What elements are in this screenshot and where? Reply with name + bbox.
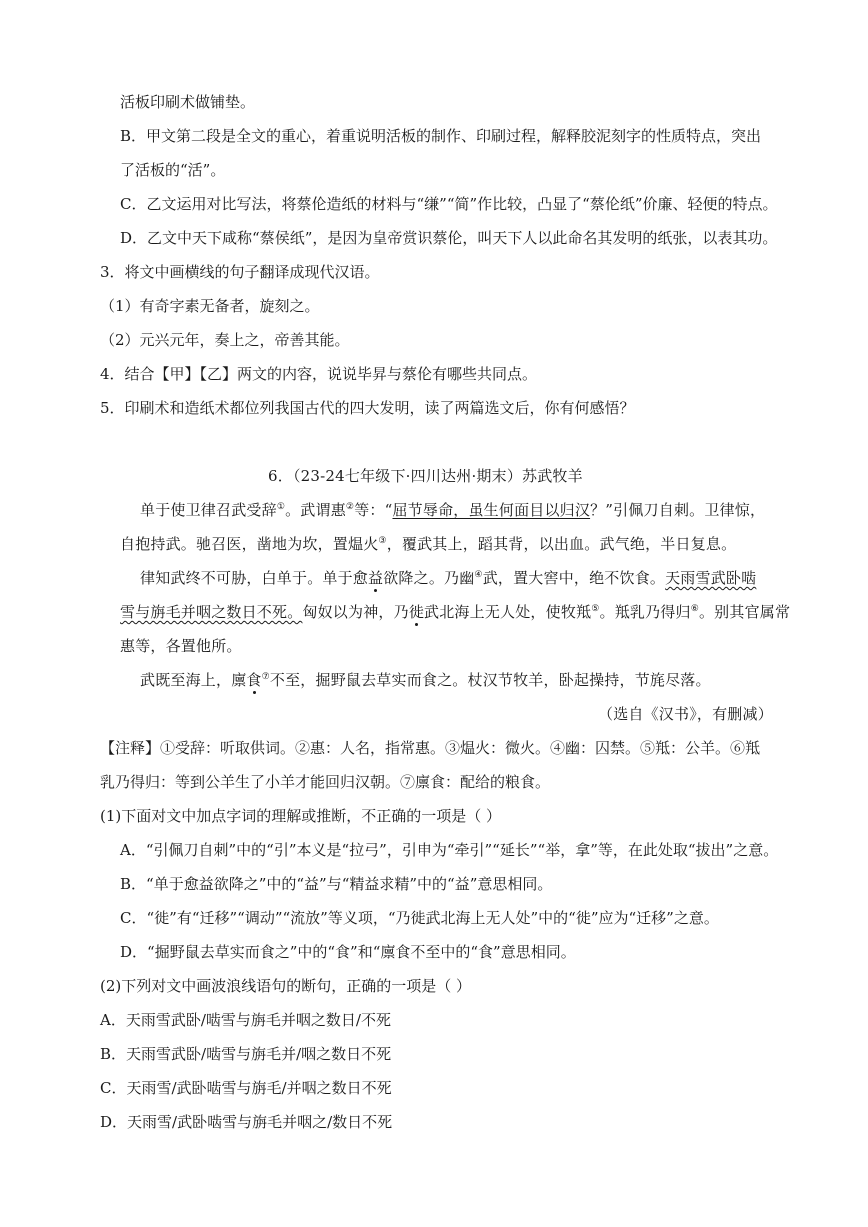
dotted-word-yi: 益 bbox=[368, 569, 384, 587]
q3-sentence-1: （1）有奇字素无备者，旋刻之。 bbox=[100, 297, 320, 315]
sub1-option-c: C．“徙”有“迁移”“调动”“流放”等义项，“乃徙武北海上无人处”中的“徙”应为“迁移”之意。 bbox=[120, 909, 719, 927]
sub2-option-b: B．天雨雪武卧/啮雪与旃毛并/咽之数日不死 bbox=[100, 1045, 392, 1063]
q4-stem: 4．结合【甲】【乙】两文的内容，说说毕昇与蔡伦有哪些共同点。 bbox=[100, 365, 538, 383]
passage-source: （选自《汉书》，有删减） bbox=[598, 705, 773, 723]
passage-text: 。羝乳乃得归 bbox=[599, 603, 691, 621]
passage-p2-line2 bbox=[120, 602, 790, 622]
passage-text: ，覆武其上，蹈其背，以出血。武气绝，半日复息。 bbox=[386, 535, 737, 553]
sub1-stem: (1)下面对文中加点字词的理解或推断，不正确的一项是（ ） bbox=[100, 807, 502, 825]
note-marker-7: ⑦ bbox=[261, 672, 270, 682]
passage-text: 武北海上无人处，使牧羝 bbox=[424, 603, 592, 621]
sub1-option-d: D．“掘野鼠去草实而食之”中的“食”和“廪食不至中的“食”意思相同。 bbox=[120, 943, 576, 961]
passage-text: 。武谓惠 bbox=[285, 501, 346, 519]
notes-line2: 乳乃得归：等到公羊生了小羊才能回归汉朝。⑦廪食：配给的粮食。 bbox=[100, 773, 551, 791]
underlined-sentence: 屈节辱命，虽生何面目以归汉 bbox=[392, 501, 591, 519]
passage-text: 欲降之。乃幽 bbox=[383, 569, 475, 587]
passage-p1-line1 bbox=[140, 500, 765, 520]
dotted-word-xi: 徙 bbox=[408, 603, 425, 621]
passage-text: 不至，掘野鼠去草实而食之。杖汉节牧羊，卧起操持，节旄尽落。 bbox=[269, 671, 711, 689]
passage-text: 匈奴以为神，乃 bbox=[302, 603, 409, 621]
passage-p1-line2 bbox=[120, 534, 736, 554]
wavy-underlined-sentence: 天雨雪武卧啮 bbox=[665, 569, 757, 587]
passage-p3-line1 bbox=[140, 670, 711, 690]
notes-line1: 【注释】①受辞：听取供词。②惠：人名，指常惠。③煴火：微火。④幽：囚禁。⑤羝：公羊。⑥羝 bbox=[100, 739, 761, 757]
q2-option-b-line2: 了活板的“活”。 bbox=[120, 161, 226, 179]
passage-text: 武，置大窖中，绝不饮食。 bbox=[482, 569, 666, 587]
q2-option-d: D．乙文中天下咸称“蔡侯纸”，是因为皇帝赏识蔡伦，叫天下人以此命名其发明的纸张，以表其功。 bbox=[120, 229, 778, 247]
sub2-option-d: D．天雨雪/武卧啮雪与旃毛并咽之/数日不死 bbox=[100, 1113, 393, 1131]
note-marker-5: ⑤ bbox=[591, 604, 600, 614]
passage-p2-line3: 惠等，各置他所。 bbox=[120, 637, 242, 655]
q2-option-b-line1: B．甲文第二段是全文的重心，着重说明活板的制作、印刷过程，解释胶泥刻字的性质特点，突出 bbox=[120, 127, 762, 145]
q2-option-a-continuation: 活板印刷术做铺垫。 bbox=[120, 93, 256, 111]
wavy-underlined-sentence: 雪与旃毛并咽之数日不死。 bbox=[120, 603, 303, 621]
sub2-option-a: A．天雨雪武卧/啮雪与旃毛并咽之数日/不死 bbox=[100, 1011, 391, 1029]
sub1-option-b: B．“单于愈益欲降之”中的“益”与“精益求精”中的“益”意思相同。 bbox=[120, 875, 553, 893]
q5-stem: 5．印刷术和造纸术都位列我国古代的四大发明，读了两篇选文后，你有何感悟？ bbox=[100, 399, 635, 417]
sub1-option-a: A．“引佩刀自刺”中的“引”本义是“拉弓”，引申为“牵引”“延长”“举，拿”等，在此处取“拔出”之意。 bbox=[120, 841, 779, 859]
passage-text: 等：“ bbox=[354, 501, 393, 519]
section-6-title: 6．（23-24七年级下·四川达州·期末）苏武牧羊 bbox=[268, 467, 583, 485]
sub2-stem: (2)下列对文中画波浪线语句的断句，正确的一项是（ ） bbox=[100, 977, 472, 995]
sub2-option-c: C．天雨雪/武卧啮雪与旃毛/并咽之数日不死 bbox=[100, 1079, 392, 1097]
passage-text: 武既至海上，廪 bbox=[140, 671, 247, 689]
passage-text: 单于使卫律召武受辞 bbox=[140, 501, 277, 519]
passage-text: 。别其官属常 bbox=[698, 603, 791, 621]
note-marker-2: ② bbox=[345, 502, 355, 512]
passage-text: 律知武终不可胁，白单于。单于愈 bbox=[140, 569, 369, 587]
passage-text: 自抱持武。驰召医，凿地为坎，置煴火 bbox=[120, 535, 379, 553]
passage-text: ？”引佩刀自刺。卫律惊， bbox=[590, 501, 766, 519]
note-marker-6: ⑥ bbox=[690, 604, 699, 614]
dotted-word-shi: 食 bbox=[246, 671, 262, 689]
q3-stem: 3．将文中画横线的句子翻译成现代汉语。 bbox=[100, 263, 380, 281]
note-marker-4: ④ bbox=[474, 570, 483, 580]
q2-option-c: C．乙文运用对比写法，将蔡伦造纸的材料与“缣”“简”作比较，凸显了“蔡伦纸”价廉、轻便的特点。 bbox=[120, 195, 778, 213]
q3-sentence-2: （2）元兴元年，奏上之，帝善其能。 bbox=[100, 331, 350, 349]
passage-p2-line1 bbox=[140, 568, 756, 588]
note-marker-3: ③ bbox=[378, 536, 387, 546]
note-marker-1: ① bbox=[276, 502, 286, 512]
